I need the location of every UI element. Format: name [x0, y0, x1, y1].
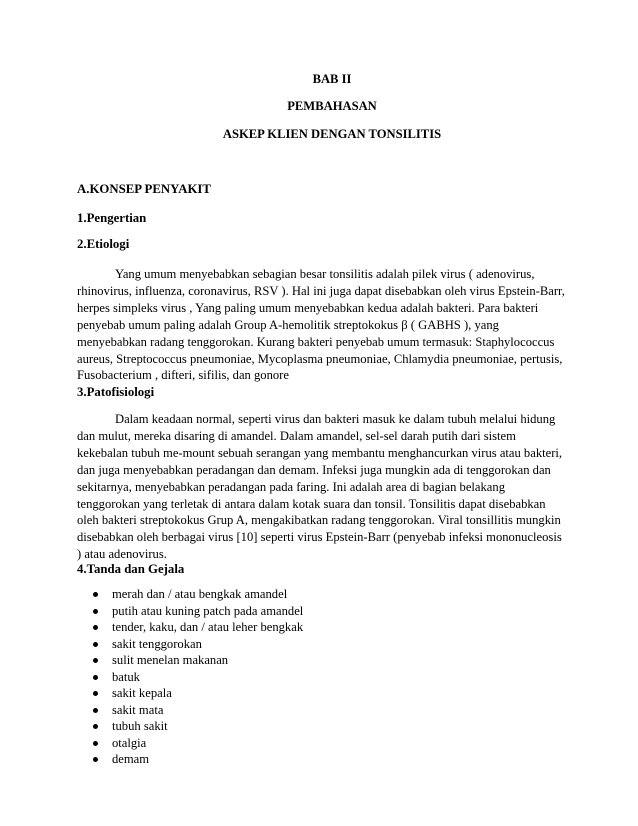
list-item-text: sakit mata — [112, 702, 164, 717]
paragraph-line: tenggorokan yang terletak di antara dalam kotak suara dan tonsil. Tonsilitis dapat disebabkan — [77, 496, 546, 511]
bullet-icon — [93, 757, 98, 762]
list-item — [93, 702, 303, 719]
bullet-icon — [93, 724, 98, 729]
bullet-icon — [93, 658, 98, 663]
list-item — [93, 652, 303, 669]
section-pengertian-heading: 1.Pengertian — [77, 211, 147, 225]
paragraph-line: ) atau adenovirus. — [77, 547, 167, 562]
list-item — [93, 636, 303, 653]
section-tanda-heading: 4.Tanda dan Gejala — [77, 562, 185, 576]
paragraph-line: menyebabkan radang tenggorokan. Kurang bakteri penyebab umum termasuk: Staphylococcus — [77, 334, 555, 349]
chapter-heading: PEMBAHASAN — [287, 99, 377, 113]
bullet-icon — [93, 592, 98, 597]
list-item — [93, 619, 303, 636]
bullet-icon — [93, 741, 98, 746]
bullet-icon — [93, 642, 98, 647]
section-konsep-heading: A.KONSEP PENYAKIT — [77, 182, 211, 196]
paragraph-line: dan juga menyebabkan peradangan dan demam. Infeksi juga mungkin ada di tenggorokan dan — [77, 462, 551, 477]
bullet-icon — [93, 609, 98, 614]
list-item-text: sulit menelan makanan — [112, 653, 229, 667]
paragraph-line: aureus, Streptococcus pneumoniae, Mycoplasma pneumoniae, Chlamydia pneumoniae, pertusis, — [77, 351, 563, 366]
paragraph-line: penyebab umum paling adalah Group A-hemolitik streptokokus β ( GABHS ), yang — [77, 317, 499, 332]
list-item — [93, 603, 303, 620]
paragraph-line: disebabkan oleh berbagai virus [10] seperti virus Epstein-Barr (penyebab infeksi mononucleosis — [77, 530, 562, 545]
bullet-icon — [93, 691, 98, 696]
bullet-icon — [93, 708, 98, 713]
paragraph-line: Dalam keadaan normal, seperti virus dan bakteri masuk ke dalam tubuh melalui hidung — [115, 412, 556, 426]
paragraph-line: dan mulut, mereka disaring di amandel. Dalam amandel, sel-sel darah putih dari sistem — [77, 428, 516, 443]
patofisiologi-paragraph — [77, 411, 567, 563]
paragraph-line: herpes simpleks virus , Yang paling umum menyebabkan kedua adalah bakteri. Para bakteri — [77, 300, 539, 315]
list-item — [93, 669, 303, 686]
paragraph-line: sekitarnya, menyebabkan peradangan pada faring. Ini adalah area di bagian belakang — [77, 479, 505, 494]
list-item-text: batuk — [112, 669, 140, 684]
paragraph-line: kekebalan tubuh me-mount sebuah serangan yang membantu menghancurkan virus atau bakteri, — [77, 445, 563, 460]
list-item-text: demam — [112, 752, 150, 766]
document-title: ASKEP KLIEN DENGAN TONSILITIS — [222, 127, 442, 141]
list-item — [93, 735, 303, 752]
etiologi-paragraph — [77, 266, 567, 384]
paragraph-line: oleh bakteri streptokokus Grup A, mengakibatkan radang tenggorokan. Viral tonsillitis mungkin — [77, 513, 561, 528]
paragraph-line: rhinovirus, influenza, coronavirus, RSV ). Hal ini juga dapat disebabkan oleh virus Epstein-Barr, — [77, 283, 565, 298]
list-item-text: tubuh sakit — [112, 719, 168, 733]
list-item-text: sakit tenggorokan — [112, 636, 202, 651]
section-patofisiologi-heading: 3.Patofisiologi — [77, 385, 155, 399]
paragraph-line: Fusobacterium , difteri, sifilis, dan gonore — [77, 368, 289, 383]
list-item — [93, 751, 303, 768]
list-item — [93, 685, 303, 702]
list-item-text: otalgia — [112, 735, 147, 750]
symptom-list — [93, 586, 303, 768]
bullet-icon — [93, 625, 98, 630]
list-item-text: sakit kepala — [112, 686, 172, 700]
list-item-text: merah dan / atau bengkak amandel — [112, 587, 288, 601]
list-item — [93, 718, 303, 735]
section-etiologi-heading: 2.Etiologi — [77, 237, 130, 251]
paragraph-line: Yang umum menyebabkan sebagian besar tonsilitis adalah pilek virus ( adenovirus, — [115, 267, 535, 281]
bullet-icon — [93, 675, 98, 680]
list-item-text: putih atau kuning patch pada amandel — [112, 603, 304, 618]
list-item — [93, 586, 303, 603]
list-item-text: tender, kaku, dan / atau leher bengkak — [112, 620, 304, 634]
chapter-number: BAB II — [312, 72, 352, 86]
